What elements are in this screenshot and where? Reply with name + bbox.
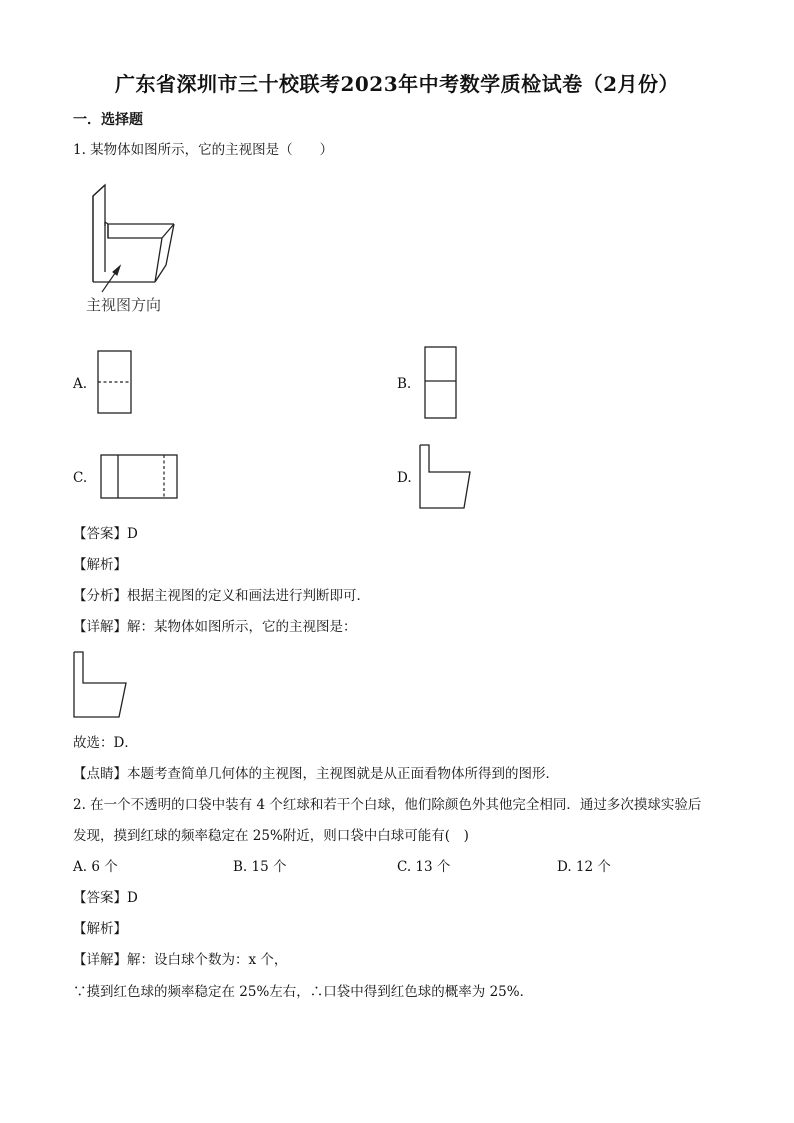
q2-stem-line2: 发现，摸到红球的频率稳定在 25%附近，则口袋中白球可能有( ) bbox=[73, 828, 469, 844]
q2-option-d: D. 12 个 bbox=[557, 859, 611, 875]
q2-stem-line1: 2. 在一个不透明的口袋中装有 4 个红球和若干个白球，他们除颜色外其他完全相同．通过多次摸球实验后 bbox=[73, 797, 702, 813]
q2-analysis-head: 【解析】 bbox=[73, 921, 127, 937]
figure-caption: 主视图方向 bbox=[86, 296, 162, 314]
page-title: 广东省深圳市三十校联考2023年中考数学质检试卷（2月份） bbox=[114, 72, 680, 96]
solution-figure bbox=[72, 651, 130, 721]
q1-answer: 【答案】D bbox=[73, 526, 138, 542]
option-a-label: A. bbox=[73, 376, 88, 392]
option-a-figure bbox=[97, 350, 133, 414]
section-heading: 一．选择题 bbox=[73, 112, 143, 128]
option-d-figure bbox=[418, 444, 474, 512]
q1-choose: 故选：D． bbox=[73, 735, 138, 751]
q2-detail: 【详解】解：设白球个数为：x 个， bbox=[73, 952, 288, 968]
q2-reason: ∵摸到红色球的频率稳定在 25%左右，∴口袋中得到红色球的概率为 25%． bbox=[73, 984, 534, 1000]
q1-comment: 【点睛】本题考查简单几何体的主视图，主视图就是从正面看物体所得到的图形． bbox=[73, 766, 559, 782]
q2-option-b: B. 15 个 bbox=[233, 859, 287, 875]
option-d-label: D. bbox=[397, 470, 412, 486]
option-b-label: B. bbox=[397, 376, 412, 392]
q2-answer: 【答案】D bbox=[73, 890, 138, 906]
option-b-figure bbox=[424, 346, 458, 420]
q1-detail: 【详解】解：某物体如图所示，它的主视图是： bbox=[73, 619, 357, 635]
option-c-figure bbox=[100, 454, 180, 500]
option-c-label: C. bbox=[73, 470, 88, 486]
q1-analysis: 【分析】根据主视图的定义和画法进行判断即可． bbox=[73, 588, 370, 604]
q2-option-a: A. 6 个 bbox=[73, 859, 118, 875]
q1-stem: 1. 某物体如图所示，它的主视图是（ ） bbox=[73, 142, 334, 158]
q2-option-c: C. 13 个 bbox=[397, 859, 451, 875]
q1-analysis-head: 【解析】 bbox=[73, 557, 127, 573]
